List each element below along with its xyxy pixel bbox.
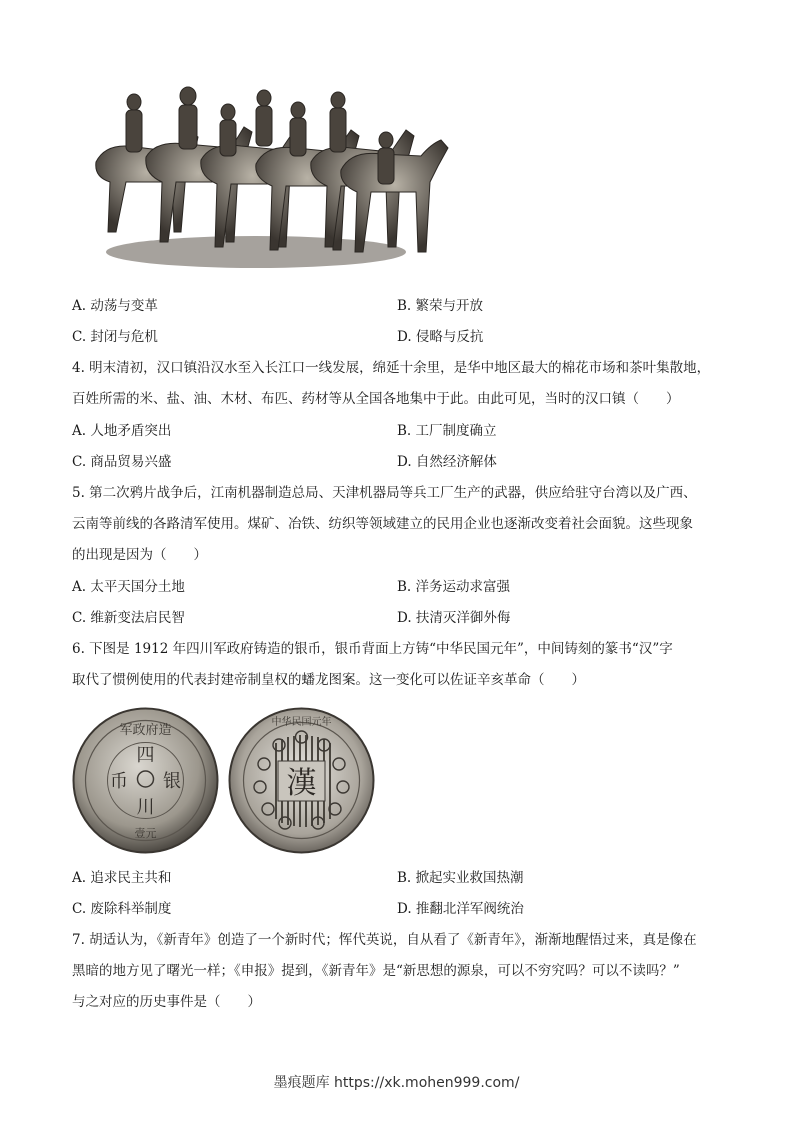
- q6-option-d[interactable]: D. 推翻北洋军阀统治: [397, 901, 524, 917]
- q3-option-a[interactable]: A. 动荡与变革: [72, 298, 158, 314]
- coin-front-top-text: 军政府造: [119, 723, 172, 738]
- q3-option-c[interactable]: C. 封闭与危机: [72, 329, 158, 345]
- q4-option-d[interactable]: D. 自然经济解体: [397, 454, 497, 470]
- q5-stem-line3: 的出现是因为（ ）: [72, 547, 207, 563]
- horse-riders-figurine-image: [86, 82, 456, 282]
- coin-back-center-char: 漢: [286, 766, 317, 801]
- q4-option-b[interactable]: B. 工厂制度确立: [397, 423, 497, 439]
- q4-option-a[interactable]: A. 人地矛盾突出: [72, 423, 172, 439]
- coin-front-char-4: 币: [110, 771, 128, 792]
- q6-stem-line1: 6. 下图是 1912 年四川军政府铸造的银币，银币背面上方铸“中华民国元年”，中间铸刻的篆书“汉”字: [72, 641, 673, 657]
- q5-option-d[interactable]: D. 扶清灭洋御外侮: [397, 610, 511, 626]
- coin-back-top-text: 中华民国元年: [271, 717, 332, 728]
- q6-option-a[interactable]: A. 追求民主共和: [72, 870, 172, 886]
- q6-stem-line2: 取代了惯例使用的代表封建帝制皇权的蟠龙图案。这一变化可以佐证辛亥革命（ ）: [72, 672, 585, 688]
- q4-stem-line1: 4. 明末清初，汉口镇沿汉水至入长江口一线发展，绵延十余里，是华中地区最大的棉花市场和茶叶集散地，: [72, 360, 711, 376]
- q7-stem-line1: 7. 胡适认为，《新青年》创造了一个新时代；恽代英说，自从看了《新青年》，渐渐地醒悟过来，真是像在: [72, 932, 697, 948]
- q6-option-c[interactable]: C. 废除科举制度: [72, 901, 172, 917]
- q5-stem-line1: 5. 第二次鸦片战争后，江南机器制造总局、天津机器局等兵工厂生产的武器，供应给驻守台湾以及广西、: [72, 485, 697, 501]
- q3-option-b[interactable]: B. 繁荣与开放: [397, 298, 484, 314]
- footer-watermark[interactable]: 墨痕题库 https://xk.mohen999.com/: [273, 1075, 520, 1091]
- q4-option-c[interactable]: C. 商品贸易兴盛: [72, 454, 172, 470]
- silver-coin-back-image: [228, 707, 375, 854]
- q7-stem-line2: 黑暗的地方见了曙光一样；《申报》提到，《新青年》是“新思想的源泉，可以不穷究吗？可以不读吗？”: [72, 963, 680, 979]
- coin-front-bottom-text: 壹元: [134, 827, 157, 840]
- q5-option-c[interactable]: C. 维新变法启民智: [72, 610, 185, 626]
- coin-front-char-1: 四: [136, 745, 155, 766]
- q5-option-a[interactable]: A. 太平天国分土地: [72, 579, 185, 595]
- q4-stem-line2: 百姓所需的米、盐、油、木材、布匹、药材等从全国各地集中于此。由此可见，当时的汉口镇（ ）: [72, 391, 680, 407]
- q6-option-b[interactable]: B. 掀起实业救国热潮: [397, 870, 524, 886]
- q3-option-d[interactable]: D. 侵略与反抗: [397, 329, 484, 345]
- q5-option-b[interactable]: B. 洋务运动求富强: [397, 579, 511, 595]
- q7-stem-line3: 与之对应的历史事件是（ ）: [72, 994, 261, 1010]
- coin-front-char-3: 银: [163, 771, 181, 792]
- q5-stem-line2: 云南等前线的各路清军使用。煤矿、冶铁、纺织等领域建立的民用企业也逐渐改变着社会面貌。这些现象: [72, 516, 693, 532]
- silver-coin-front-image: [72, 707, 219, 854]
- coin-front-char-2: 川: [136, 797, 155, 818]
